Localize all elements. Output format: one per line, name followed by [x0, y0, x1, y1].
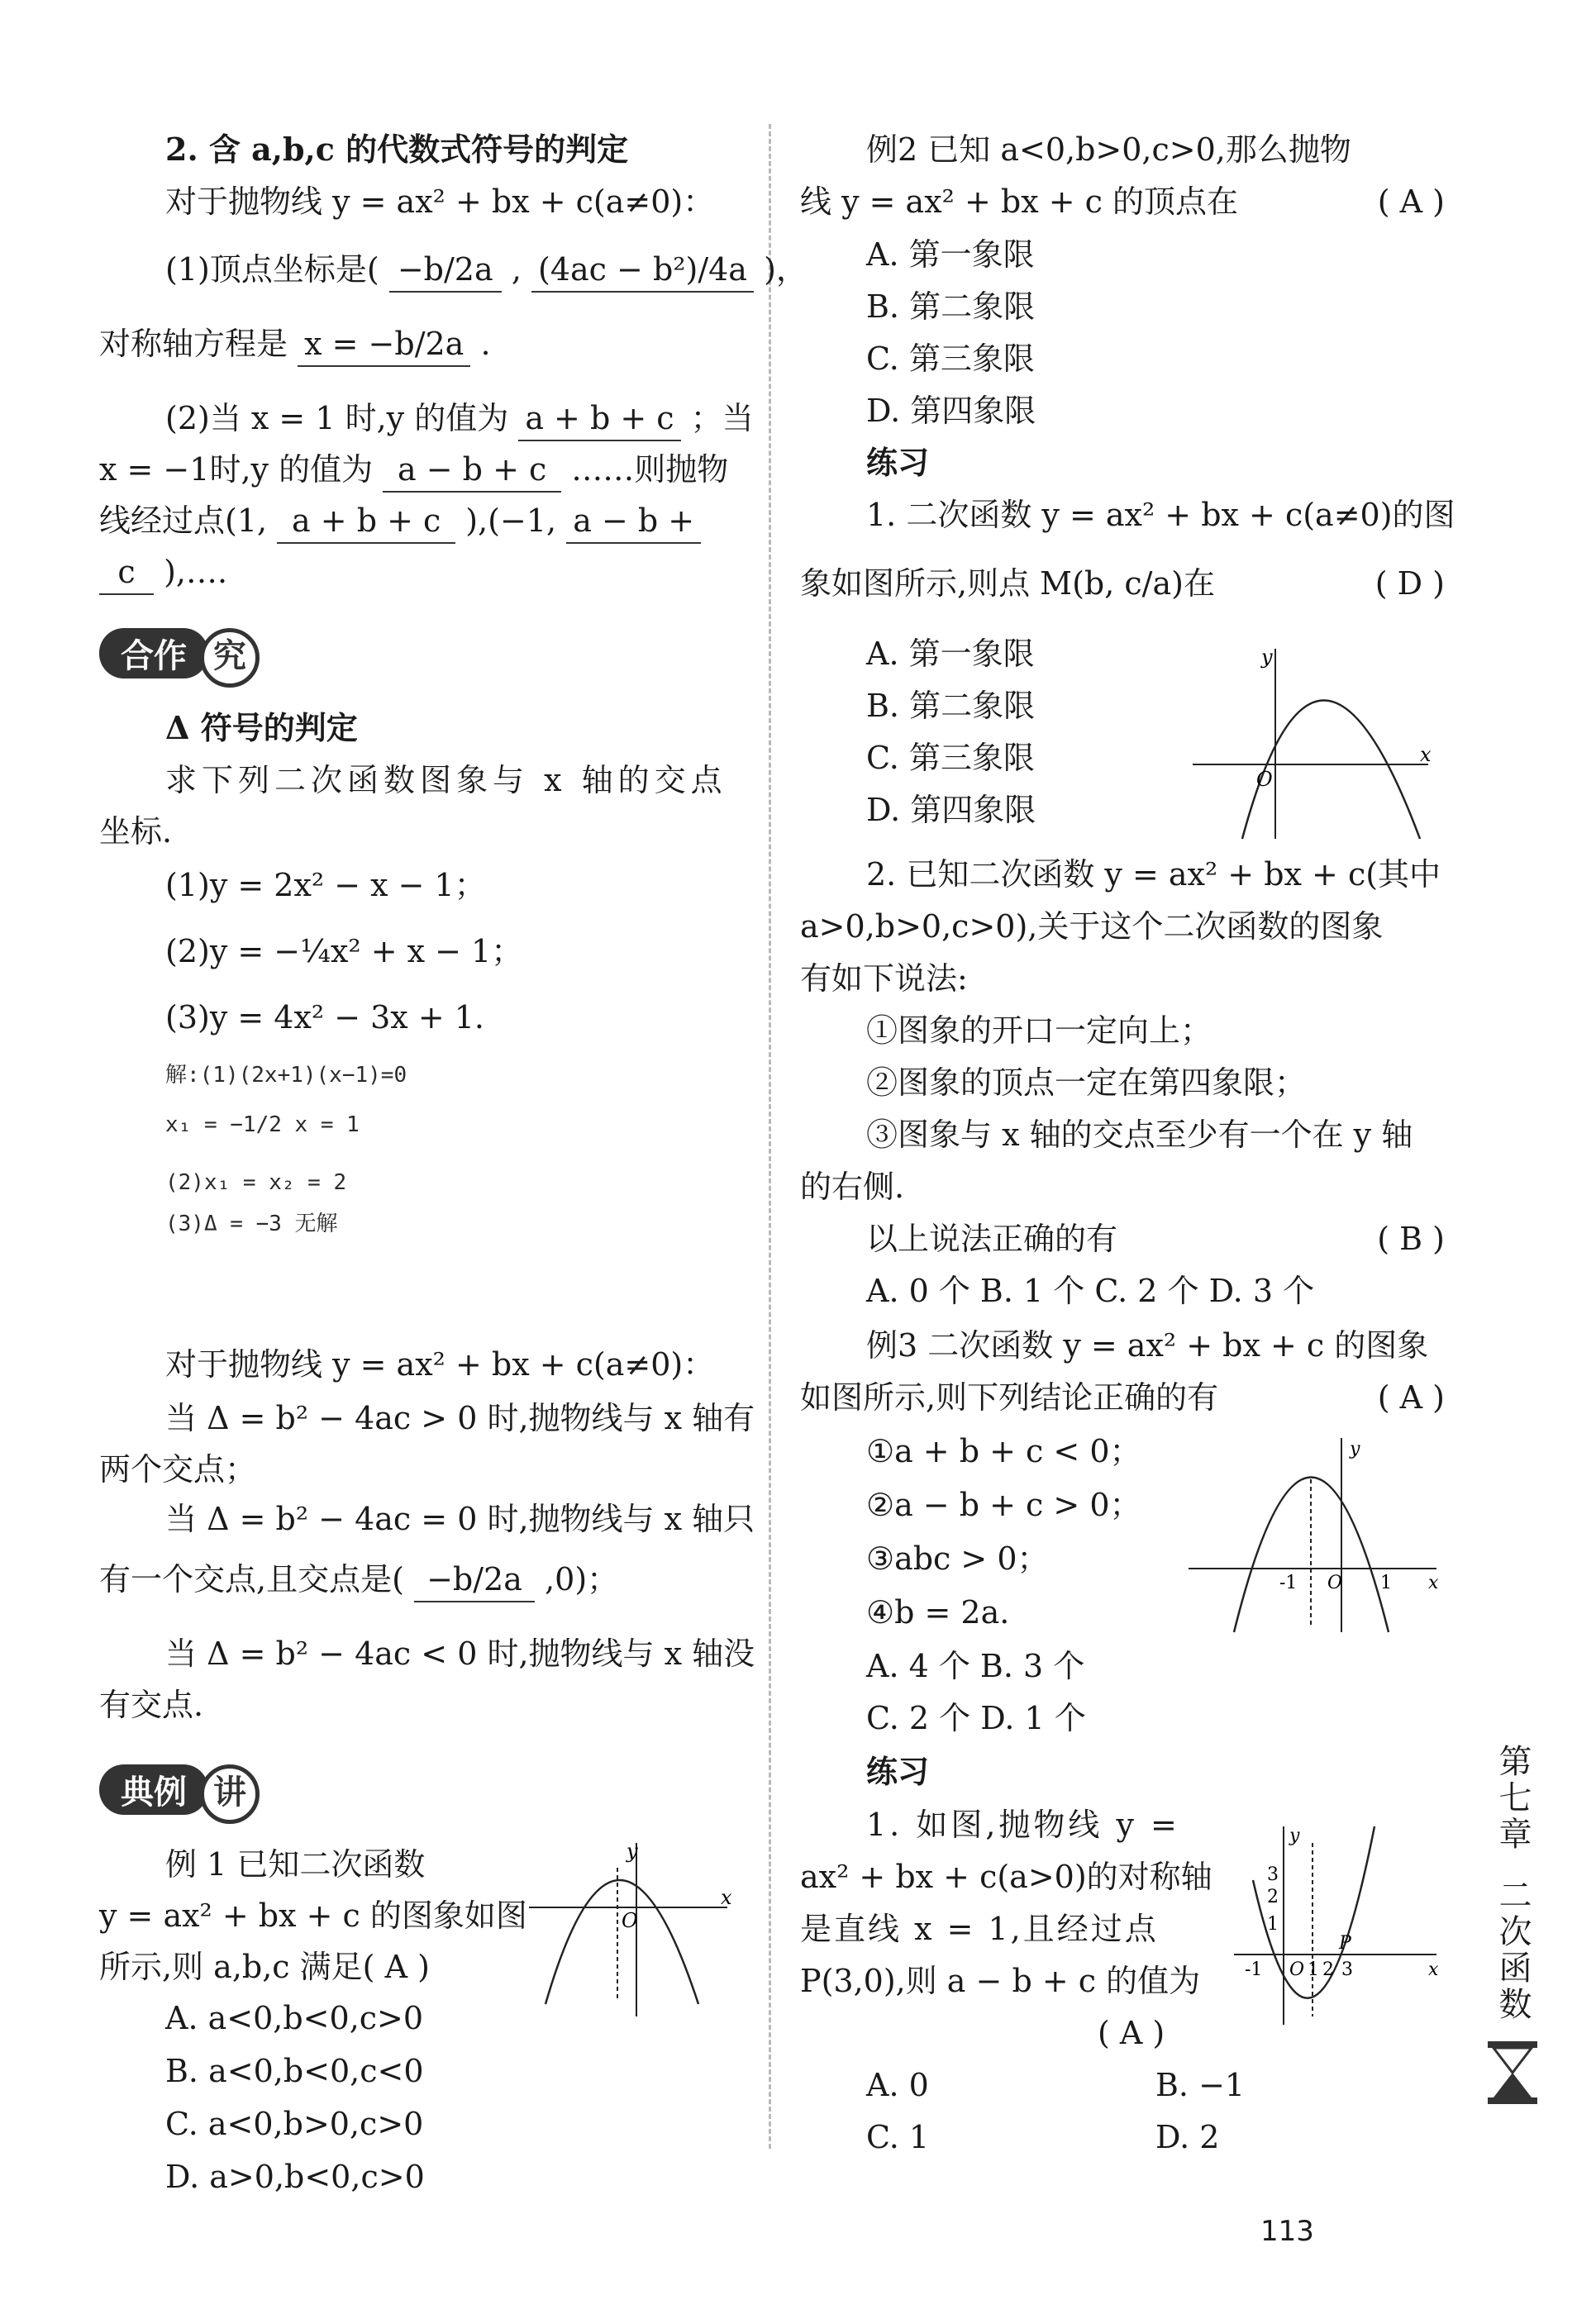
text: ),…. [164, 554, 228, 590]
question-answer: ( A ) [1098, 2015, 1165, 2051]
option-c: C. 1 [866, 2119, 930, 2155]
text: 线经过点(1, [99, 502, 268, 539]
text-line: 两个交点； [99, 1451, 257, 1488]
tick-1: 1 [1308, 1959, 1319, 1980]
text: )， [764, 251, 808, 288]
badge-label: 典例 [99, 1764, 208, 1815]
tangent-blank: −b/2a [414, 1558, 535, 1602]
text-line: 当 Δ = b² − 4ac < 0 时,抛物线与 x 轴没 [165, 1636, 755, 1672]
ytick-2: 2 [1267, 1887, 1279, 1907]
statement-1: ①图象的开口一定向上； [866, 1012, 1212, 1049]
text-line: 是直线 x = 1,且经过点 [800, 1911, 1159, 1947]
ytick-3: 3 [1267, 1864, 1279, 1885]
example2-question [800, 180, 1445, 223]
text: ),(−1, [465, 502, 557, 539]
badge-circle: 究 [200, 628, 260, 688]
answer: ( D ) [1374, 565, 1445, 602]
practice-heading: 练习 [866, 444, 930, 481]
answer: ( B ) [1377, 1221, 1445, 1257]
text-line: 1. 如图,抛物线 y = [866, 1807, 1180, 1843]
answer: ( A ) [1377, 183, 1445, 220]
subject-label: 二次函数 [1494, 1878, 1532, 2023]
vertex-line: (1)顶点坐标是( −b/2a , (4ac − b²)/4a )， [99, 248, 808, 293]
statement-3: ③图象与 x 轴的交点至少有一个在 y 轴 [866, 1117, 1413, 1153]
text-line: 有如下说法: [800, 960, 968, 997]
example1-graph [521, 1835, 736, 2025]
handwritten-answer: x₁ = −1/2 x = 1 [165, 1112, 360, 1137]
option-d: D. 2 [1155, 2119, 1220, 2155]
text-line: ax² + bx + c(a>0)的对称轴 [800, 1859, 1212, 1895]
chapter-label: 第七章 [1494, 1744, 1532, 1853]
text: x = −1时,y 的值为 [99, 451, 374, 488]
answer: A [384, 1949, 408, 1985]
statement-3: ③abc > 0； [866, 1540, 1049, 1577]
parabola [545, 1880, 698, 2004]
cooperate-badge [99, 628, 260, 688]
text-line: y = ax² + bx + c 的图象如图 [99, 1897, 527, 1934]
text-line: 对于抛物线 y = ax² + bx + c(a≠0)： [165, 183, 715, 220]
text: (1)顶点坐标是( [165, 251, 379, 288]
text: 所示,则 a,b,c 满足( [99, 1949, 375, 1985]
y-label: y [1289, 1826, 1300, 1846]
example3-options-cd: C. 2 个 D. 1 个 [866, 1700, 1086, 1736]
x-label: x [1420, 743, 1432, 766]
text-line: 当 Δ = b² − 4ac = 0 时,抛物线与 x 轴只 [165, 1501, 755, 1537]
y-label: y [626, 1840, 638, 1863]
text: 象如图所示,则点 M(b, c/a)在 [800, 565, 1215, 602]
text: 以上说法正确的有 [866, 1221, 1118, 1257]
text: ) [417, 1949, 430, 1985]
text: ,0)； [545, 1561, 619, 1597]
text: 如图所示,则下列结论正确的有 [800, 1379, 1219, 1416]
practice2-question [800, 1217, 1445, 1260]
tick-neg1: -1 [1279, 1573, 1298, 1593]
text-line: 例3 二次函数 y = ax² + bx + c 的图象 [866, 1327, 1429, 1364]
point-p-label: P [1339, 1933, 1351, 1954]
pass-line-2 [99, 550, 227, 595]
statement-1: ①a + b + c < 0； [866, 1433, 1141, 1469]
option-c: C. 第三象限 [866, 740, 1035, 776]
statement-2: ②a − b + c > 0； [866, 1487, 1141, 1523]
axis-line [99, 322, 491, 367]
practice2-options: A. 0 个 B. 1 个 C. 2 个 D. 3 个 [866, 1273, 1315, 1309]
text: 有一个交点,且交点是( [99, 1561, 404, 1597]
tick-2: 2 [1322, 1959, 1334, 1980]
text: ……则抛物 [571, 451, 729, 488]
y-label: y [1261, 645, 1273, 669]
question-3: (3)y = 4x² − 3x + 1. [165, 999, 484, 1036]
y-label: y [1350, 1439, 1360, 1459]
text-line: 求下列二次函数图象与 x 轴的交点 [165, 762, 727, 798]
section-title: Δ 符号的判定 [165, 709, 358, 746]
question-2: (2)y = −¼x² + x − 1； [165, 933, 523, 969]
text-line: 2. 已知二次函数 y = ax² + bx + c(其中 [866, 856, 1441, 893]
text-line: 对于抛物线 y = ax² + bx + c(a≠0)： [165, 1346, 715, 1383]
answer: ( A ) [1377, 1379, 1445, 1416]
statement-4: ④b = 2a. [866, 1594, 1010, 1631]
text-line: 例2 已知 a<0,b>0,c>0,那么抛物 [866, 131, 1351, 168]
option-d: D. a>0,b<0,c>0 [165, 2159, 425, 2195]
option-b: B. a<0,b<0,c<0 [165, 2053, 424, 2089]
x-label: x [721, 1886, 732, 1909]
example3-options-ab: A. 4 个 B. 3 个 [866, 1648, 1085, 1684]
ytick-1: 1 [1267, 1914, 1279, 1935]
handwritten-answer: (3)Δ = −3 无解 [165, 1212, 338, 1236]
origin-label: O [1256, 768, 1273, 791]
axis-blank: x = −b/2a [298, 322, 470, 367]
x1-line [99, 397, 754, 441]
option-a: A. 第一象限 [866, 236, 1035, 273]
text-line: 1. 二次函数 y = ax² + bx + c(a≠0)的图 [866, 497, 1455, 533]
option-b: B. 第二象限 [866, 288, 1036, 325]
question-1: (1)y = 2x² − x − 1； [165, 867, 486, 903]
x1-blank: a + b + c [518, 397, 680, 441]
text-line: 例 1 已知二次函数 [165, 1846, 426, 1883]
example1-question [99, 1945, 430, 1988]
option-a: A. 0 [866, 2067, 929, 2103]
text: 线 y = ax² + bx + c 的顶点在 [800, 183, 1238, 220]
option-d: D. 第四象限 [866, 393, 1036, 429]
handwritten-answer: (2)x₁ = x₂ = 2 [165, 1170, 347, 1195]
practice1-question [800, 562, 1445, 605]
text-line: P(3,0),则 a − b + c 的值为 [800, 1963, 1201, 1999]
practice1-graph [1189, 640, 1436, 847]
option-c: C. 第三象限 [866, 340, 1035, 377]
origin-label: O [622, 1909, 638, 1932]
option-a: A. a<0,b<0,c>0 [165, 2000, 424, 2036]
text: . [480, 326, 491, 362]
tick-neg1: -1 [1245, 1959, 1263, 1980]
pass-line [99, 499, 701, 544]
practice-heading: 练习 [866, 1753, 930, 1790]
example3-graph [1180, 1430, 1445, 1636]
text-line: 坐标. [99, 813, 173, 850]
x-label: x [1428, 1959, 1439, 1980]
tick-1: 1 [1380, 1573, 1392, 1593]
pass-blank-2: a − b + [566, 499, 701, 544]
option-c: C. a<0,b>0,c>0 [165, 2106, 424, 2142]
pass-blank-1: a + b + c [277, 499, 455, 544]
text: ；当 [690, 400, 754, 436]
section-title: 2. 含 a,b,c 的代数式符号的判定 [165, 131, 629, 168]
handwritten-answer: 解:(1)(2x+1)(x−1)=0 [165, 1063, 407, 1088]
hourglass-icon [1484, 2040, 1541, 2106]
text: 对称轴方程是 [99, 326, 288, 362]
column-divider [769, 124, 771, 2149]
example3-question [800, 1376, 1445, 1419]
option-b: B. 第二象限 [866, 688, 1036, 724]
examples-badge [99, 1764, 260, 1824]
origin-label: O [1289, 1959, 1305, 1980]
option-d: D. 第四象限 [866, 792, 1036, 828]
x-label: x [1428, 1573, 1439, 1593]
badge-label: 合作 [99, 628, 208, 678]
vertex-y-blank: (4ac − b²)/4a [531, 248, 754, 293]
statement-2: ②图象的顶点一定在第四象限； [866, 1064, 1307, 1101]
chapter-tab [1479, 1744, 1546, 2114]
text-line: 当 Δ = b² − 4ac > 0 时,抛物线与 x 轴有 [165, 1400, 755, 1436]
text-line: a>0,b>0,c>0),关于这个二次函数的图象 [800, 908, 1384, 945]
page-number: 113 [1260, 2215, 1314, 2248]
xm1-blank: a − b + c [383, 448, 561, 493]
tangent-line [99, 1558, 618, 1602]
tick-3: 3 [1341, 1959, 1353, 1980]
xm1-line [99, 448, 728, 493]
practice-graph [1230, 1818, 1445, 2033]
option-b: B. −1 [1155, 2067, 1246, 2103]
option-a: A. 第一象限 [866, 636, 1035, 672]
pass-blank-2b: c [99, 550, 154, 595]
text-line: 的右侧. [800, 1169, 905, 1205]
text: (2)当 x = 1 时,y 的值为 [165, 400, 509, 436]
badge-circle: 讲 [200, 1764, 260, 1824]
origin-label: O [1327, 1573, 1343, 1593]
vertex-x-blank: −b/2a [389, 248, 502, 293]
text-line: 有交点. [99, 1687, 204, 1723]
